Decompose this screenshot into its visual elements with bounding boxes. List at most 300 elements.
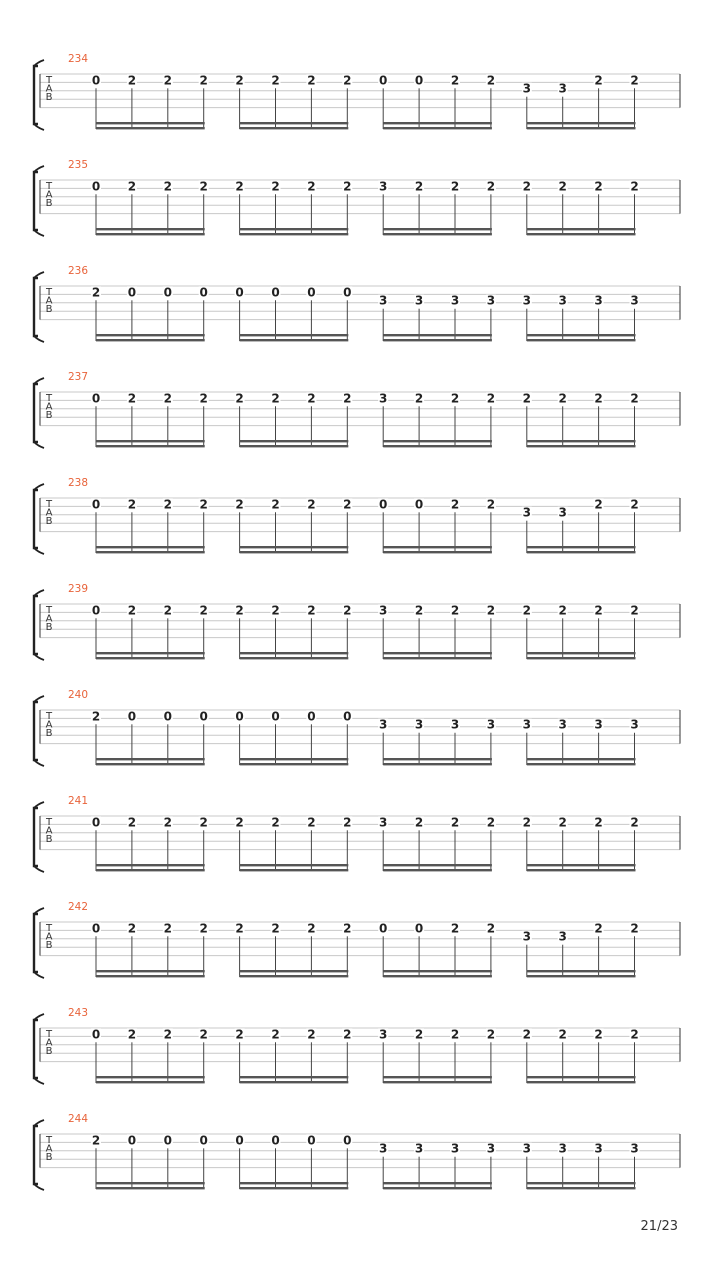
- fret-number: 3: [558, 293, 567, 308]
- fret-number: 2: [343, 921, 352, 936]
- fret-number: 2: [486, 1027, 496, 1042]
- fret-number: 2: [343, 1027, 352, 1042]
- bracket-bottom-hook: [34, 972, 44, 978]
- tab-clef-letter: T: [45, 817, 53, 828]
- fret-number: 2: [594, 179, 603, 194]
- fret-number: 2: [235, 1027, 244, 1042]
- fret-number: 3: [522, 505, 531, 520]
- fret-number: 2: [199, 921, 208, 936]
- tab-clef-letter: B: [45, 198, 53, 209]
- fret-number: 2: [271, 179, 280, 194]
- fret-number: 3: [522, 929, 531, 944]
- tab-system: [34, 901, 680, 978]
- beam-secondary: [96, 233, 205, 235]
- tab-clef-letter: A: [45, 1143, 53, 1155]
- fret-number: 2: [199, 391, 208, 406]
- tab-clef-letter: T: [45, 287, 53, 298]
- tab-system: [34, 159, 680, 236]
- beam-secondary: [240, 1081, 349, 1083]
- beam-secondary: [96, 869, 205, 871]
- fret-number: 0: [163, 709, 172, 724]
- fret-number: 0: [127, 285, 137, 300]
- tab-system: [34, 1007, 680, 1084]
- fret-number: 2: [163, 497, 172, 512]
- beam-primary: [527, 1076, 636, 1078]
- fret-number: 2: [127, 1027, 137, 1042]
- measure-number: 236: [68, 265, 89, 277]
- fret-number: 0: [127, 709, 137, 724]
- fret-number: 2: [307, 1027, 316, 1042]
- beam-primary: [96, 970, 205, 972]
- beam-secondary: [527, 657, 636, 659]
- fret-number: 2: [630, 391, 639, 406]
- fret-number: 3: [486, 717, 496, 732]
- beam-primary: [383, 970, 492, 972]
- fret-number: 3: [414, 717, 424, 732]
- beam-secondary: [96, 445, 205, 447]
- fret-number: 2: [594, 921, 603, 936]
- bracket-top-hook: [34, 378, 44, 384]
- fret-number: 2: [450, 603, 460, 618]
- beam-primary: [96, 1076, 205, 1078]
- fret-number: 3: [414, 1141, 424, 1156]
- tab-system: [34, 689, 680, 766]
- fret-number: 3: [450, 293, 460, 308]
- bracket-bottom-hook: [34, 124, 44, 130]
- fret-number: 2: [235, 73, 244, 88]
- beam-primary: [527, 122, 636, 124]
- fret-number: 2: [594, 603, 603, 618]
- fret-number: 3: [522, 293, 531, 308]
- beam-secondary: [240, 657, 349, 659]
- bracket-top-hook: [34, 1014, 44, 1020]
- bracket-top-hook: [34, 272, 44, 278]
- fret-number: 2: [91, 1133, 101, 1148]
- fret-number: 0: [343, 285, 352, 300]
- tab-system: [34, 371, 680, 448]
- fret-number: 3: [379, 179, 388, 194]
- fret-number: 2: [594, 1027, 603, 1042]
- beam-secondary: [240, 1187, 349, 1189]
- fret-number: 2: [235, 921, 244, 936]
- fret-number: 2: [414, 391, 424, 406]
- beam-secondary: [527, 975, 636, 977]
- tab-clef-letter: A: [45, 189, 53, 201]
- bracket-top-hook: [34, 1120, 44, 1126]
- tab-clef-letter: B: [45, 92, 53, 103]
- beam-secondary: [383, 339, 492, 341]
- fret-number: 2: [91, 709, 101, 724]
- measure-number: 238: [68, 477, 89, 489]
- beam-secondary: [240, 233, 349, 235]
- beam-primary: [96, 652, 205, 654]
- tab-clef-letter: B: [45, 410, 53, 421]
- system-bracket: [34, 702, 38, 760]
- bracket-top-hook: [34, 166, 44, 172]
- tab-system: [34, 583, 680, 660]
- fret-number: 2: [271, 815, 280, 830]
- beam-secondary: [383, 1187, 492, 1189]
- system-bracket: [34, 490, 38, 548]
- fret-number: 0: [91, 603, 101, 618]
- beam-primary: [383, 228, 492, 230]
- fret-number: 2: [558, 815, 567, 830]
- bracket-bottom-hook: [34, 1184, 44, 1190]
- beam-secondary: [96, 975, 205, 977]
- system-bracket: [34, 596, 38, 654]
- beam-secondary: [383, 233, 492, 235]
- beam-primary: [240, 758, 349, 760]
- beam-primary: [527, 970, 636, 972]
- fret-number: 2: [235, 815, 244, 830]
- fret-number: 0: [163, 285, 172, 300]
- beam-primary: [96, 864, 205, 866]
- tab-system: [34, 53, 680, 130]
- bracket-top-hook: [34, 908, 44, 914]
- fret-number: 2: [163, 1027, 172, 1042]
- fret-number: 2: [450, 815, 460, 830]
- beam-primary: [240, 228, 349, 230]
- tab-clef-letter: B: [45, 516, 53, 527]
- beam-secondary: [527, 1187, 636, 1189]
- tab-clef-letter: B: [45, 1152, 53, 1163]
- tab-system: [34, 795, 680, 872]
- measure-number: 243: [68, 1007, 89, 1019]
- tab-clef-letter: B: [45, 940, 53, 951]
- fret-number: 2: [486, 73, 496, 88]
- fret-number: 2: [558, 603, 567, 618]
- fret-number: 3: [630, 1141, 639, 1156]
- fret-number: 2: [522, 179, 531, 194]
- fret-number: 2: [450, 1027, 460, 1042]
- beam-primary: [96, 1182, 205, 1184]
- fret-number: 2: [127, 603, 137, 618]
- fret-number: 3: [594, 717, 603, 732]
- fret-number: 2: [235, 603, 244, 618]
- fret-number: 2: [271, 391, 280, 406]
- beam-secondary: [240, 975, 349, 977]
- fret-number: 2: [414, 815, 424, 830]
- fret-number: 3: [522, 717, 531, 732]
- fret-number: 2: [450, 391, 460, 406]
- fret-number: 2: [163, 921, 172, 936]
- measure-number: 239: [68, 583, 89, 595]
- beam-primary: [527, 440, 636, 442]
- fret-number: 0: [235, 709, 244, 724]
- measure-number: 237: [68, 371, 89, 383]
- beam-primary: [96, 440, 205, 442]
- beam-primary: [383, 546, 492, 548]
- system-bracket: [34, 1126, 38, 1184]
- fret-number: 3: [558, 505, 567, 520]
- bracket-bottom-hook: [34, 866, 44, 872]
- fret-number: 2: [163, 391, 172, 406]
- fret-number: 3: [630, 717, 639, 732]
- beam-primary: [527, 546, 636, 548]
- beam-primary: [240, 1182, 349, 1184]
- beam-primary: [383, 758, 492, 760]
- fret-number: 0: [91, 1027, 101, 1042]
- fret-number: 2: [450, 179, 460, 194]
- fret-number: 2: [163, 73, 172, 88]
- fret-number: 2: [630, 815, 639, 830]
- fret-number: 3: [379, 603, 388, 618]
- fret-number: 2: [414, 179, 424, 194]
- beam-primary: [527, 864, 636, 866]
- fret-number: 2: [414, 603, 424, 618]
- fret-number: 0: [91, 815, 101, 830]
- bracket-bottom-hook: [34, 1078, 44, 1084]
- beam-secondary: [96, 763, 205, 765]
- tab-clef-letter: A: [45, 83, 53, 95]
- tab-clef-letter: T: [45, 499, 53, 510]
- fret-number: 3: [379, 1141, 388, 1156]
- fret-number: 3: [594, 1141, 603, 1156]
- fret-number: 2: [163, 815, 172, 830]
- fret-number: 0: [414, 921, 424, 936]
- fret-number: 2: [199, 179, 208, 194]
- bracket-top-hook: [34, 60, 44, 66]
- tab-clef-letter: T: [45, 393, 53, 404]
- measure-number: 240: [68, 689, 89, 701]
- tab-clef-letter: A: [45, 1037, 53, 1049]
- measure-number: 241: [68, 795, 89, 807]
- fret-number: 2: [127, 497, 137, 512]
- beam-primary: [240, 334, 349, 336]
- beam-primary: [240, 440, 349, 442]
- fret-number: 2: [199, 815, 208, 830]
- fret-number: 2: [127, 815, 137, 830]
- system-bracket: [34, 172, 38, 230]
- beam-secondary: [96, 339, 205, 341]
- fret-number: 3: [379, 293, 388, 308]
- bracket-bottom-hook: [34, 760, 44, 766]
- tab-clef-letter: T: [45, 181, 53, 192]
- tab-clef-letter: T: [45, 1029, 53, 1040]
- tab-clef-letter: B: [45, 728, 53, 739]
- tab-clef-letter: A: [45, 401, 53, 413]
- fret-number: 2: [486, 497, 496, 512]
- beam-secondary: [383, 975, 492, 977]
- fret-number: 0: [343, 709, 352, 724]
- fret-number: 2: [199, 603, 208, 618]
- beam-secondary: [383, 763, 492, 765]
- measure-number: 234: [68, 53, 89, 65]
- fret-number: 2: [558, 179, 567, 194]
- beam-primary: [383, 122, 492, 124]
- beam-primary: [383, 1076, 492, 1078]
- tab-clef-letter: T: [45, 1135, 53, 1146]
- fret-number: 2: [307, 73, 316, 88]
- beam-primary: [383, 440, 492, 442]
- fret-number: 3: [379, 815, 388, 830]
- fret-number: 2: [127, 921, 137, 936]
- fret-number: 3: [450, 1141, 460, 1156]
- fret-number: 2: [486, 603, 496, 618]
- beam-primary: [96, 122, 205, 124]
- beam-primary: [527, 652, 636, 654]
- tab-clef-letter: T: [45, 605, 53, 616]
- beam-primary: [383, 1182, 492, 1184]
- fret-number: 2: [594, 391, 603, 406]
- fret-number: 2: [522, 391, 531, 406]
- beam-secondary: [96, 127, 205, 129]
- fret-number: 2: [271, 73, 280, 88]
- tab-clef-letter: A: [45, 295, 53, 307]
- fret-number: 0: [379, 497, 388, 512]
- tab-clef-letter: A: [45, 507, 53, 519]
- fret-number: 0: [307, 1133, 316, 1148]
- fret-number: 2: [199, 497, 208, 512]
- bracket-top-hook: [34, 802, 44, 808]
- fret-number: 2: [630, 1027, 639, 1042]
- beam-secondary: [527, 1081, 636, 1083]
- fret-number: 2: [271, 497, 280, 512]
- fret-number: 2: [450, 73, 460, 88]
- beam-primary: [240, 122, 349, 124]
- fret-number: 2: [343, 815, 352, 830]
- tab-clef-letter: A: [45, 719, 53, 731]
- fret-number: 3: [558, 1141, 567, 1156]
- beam-primary: [240, 970, 349, 972]
- fret-number: 2: [522, 815, 531, 830]
- fret-number: 0: [235, 285, 244, 300]
- tab-clef-letter: B: [45, 834, 53, 845]
- fret-number: 0: [91, 391, 101, 406]
- fret-number: 2: [522, 1027, 531, 1042]
- fret-number: 2: [414, 1027, 424, 1042]
- fret-number: 2: [235, 179, 244, 194]
- fret-number: 3: [594, 293, 603, 308]
- fret-number: 3: [450, 717, 460, 732]
- fret-number: 2: [307, 497, 316, 512]
- beam-secondary: [96, 1081, 205, 1083]
- fret-number: 0: [91, 497, 101, 512]
- fret-number: 2: [630, 603, 639, 618]
- fret-number: 0: [307, 285, 316, 300]
- fret-number: 2: [486, 391, 496, 406]
- beam-secondary: [96, 551, 205, 553]
- beam-primary: [383, 334, 492, 336]
- tab-system: [34, 477, 680, 554]
- bracket-top-hook: [34, 590, 44, 596]
- bracket-top-hook: [34, 696, 44, 702]
- fret-number: 2: [307, 179, 316, 194]
- tab-system: [34, 265, 680, 342]
- beam-primary: [96, 228, 205, 230]
- beam-secondary: [383, 657, 492, 659]
- beam-secondary: [383, 445, 492, 447]
- beam-secondary: [96, 657, 205, 659]
- tab-clef-letter: T: [45, 711, 53, 722]
- fret-number: 2: [307, 921, 316, 936]
- measure-number: 235: [68, 159, 89, 171]
- fret-number: 3: [486, 1141, 496, 1156]
- fret-number: 2: [307, 815, 316, 830]
- fret-number: 2: [199, 1027, 208, 1042]
- fret-number: 2: [199, 73, 208, 88]
- bracket-top-hook: [34, 484, 44, 490]
- beam-secondary: [240, 127, 349, 129]
- fret-number: 2: [450, 921, 460, 936]
- fret-number: 0: [127, 1133, 137, 1148]
- fret-number: 3: [630, 293, 639, 308]
- fret-number: 2: [594, 815, 603, 830]
- beam-primary: [383, 864, 492, 866]
- fret-number: 0: [307, 709, 316, 724]
- beam-secondary: [527, 339, 636, 341]
- fret-number: 0: [271, 1133, 280, 1148]
- beam-secondary: [527, 445, 636, 447]
- system-bracket: [34, 1020, 38, 1078]
- fret-number: 0: [199, 285, 208, 300]
- fret-number: 2: [594, 497, 603, 512]
- fret-number: 2: [163, 603, 172, 618]
- fret-number: 2: [271, 921, 280, 936]
- fret-number: 0: [379, 921, 388, 936]
- tab-clef-letter: B: [45, 304, 53, 315]
- beam-secondary: [527, 869, 636, 871]
- tab-clef-letter: A: [45, 825, 53, 837]
- system-bracket: [34, 808, 38, 866]
- system-bracket: [34, 66, 38, 124]
- beam-primary: [527, 758, 636, 760]
- fret-number: 3: [379, 717, 388, 732]
- system-bracket: [34, 278, 38, 336]
- tab-clef-letter: A: [45, 931, 53, 943]
- fret-number: 2: [235, 497, 244, 512]
- fret-number: 3: [414, 293, 424, 308]
- fret-number: 0: [199, 1133, 208, 1148]
- tab-clef-letter: T: [45, 75, 53, 86]
- beam-secondary: [96, 1187, 205, 1189]
- fret-number: 0: [91, 179, 101, 194]
- tab-system: [34, 1113, 680, 1190]
- beam-primary: [240, 1076, 349, 1078]
- beam-primary: [240, 864, 349, 866]
- fret-number: 2: [486, 815, 496, 830]
- fret-number: 0: [271, 285, 280, 300]
- fret-number: 3: [522, 1141, 531, 1156]
- beam-secondary: [527, 551, 636, 553]
- system-bracket: [34, 384, 38, 442]
- measure-number: 242: [68, 901, 89, 913]
- beam-primary: [383, 652, 492, 654]
- fret-number: 0: [414, 497, 424, 512]
- fret-number: 2: [343, 603, 352, 618]
- fret-number: 0: [414, 73, 424, 88]
- fret-number: 3: [379, 391, 388, 406]
- beam-primary: [240, 546, 349, 548]
- beam-secondary: [240, 869, 349, 871]
- fret-number: 2: [307, 391, 316, 406]
- beam-primary: [527, 334, 636, 336]
- fret-number: 0: [91, 921, 101, 936]
- page-number: 21/23: [640, 1219, 678, 1234]
- bracket-bottom-hook: [34, 336, 44, 342]
- beam-secondary: [527, 763, 636, 765]
- fret-number: 2: [630, 497, 639, 512]
- fret-number: 2: [127, 391, 137, 406]
- fret-number: 3: [558, 717, 567, 732]
- measure-number: 244: [68, 1113, 89, 1125]
- fret-number: 3: [522, 81, 531, 96]
- beam-primary: [527, 1182, 636, 1184]
- beam-secondary: [383, 1081, 492, 1083]
- beam-secondary: [240, 445, 349, 447]
- beam-primary: [240, 652, 349, 654]
- fret-number: 3: [558, 81, 567, 96]
